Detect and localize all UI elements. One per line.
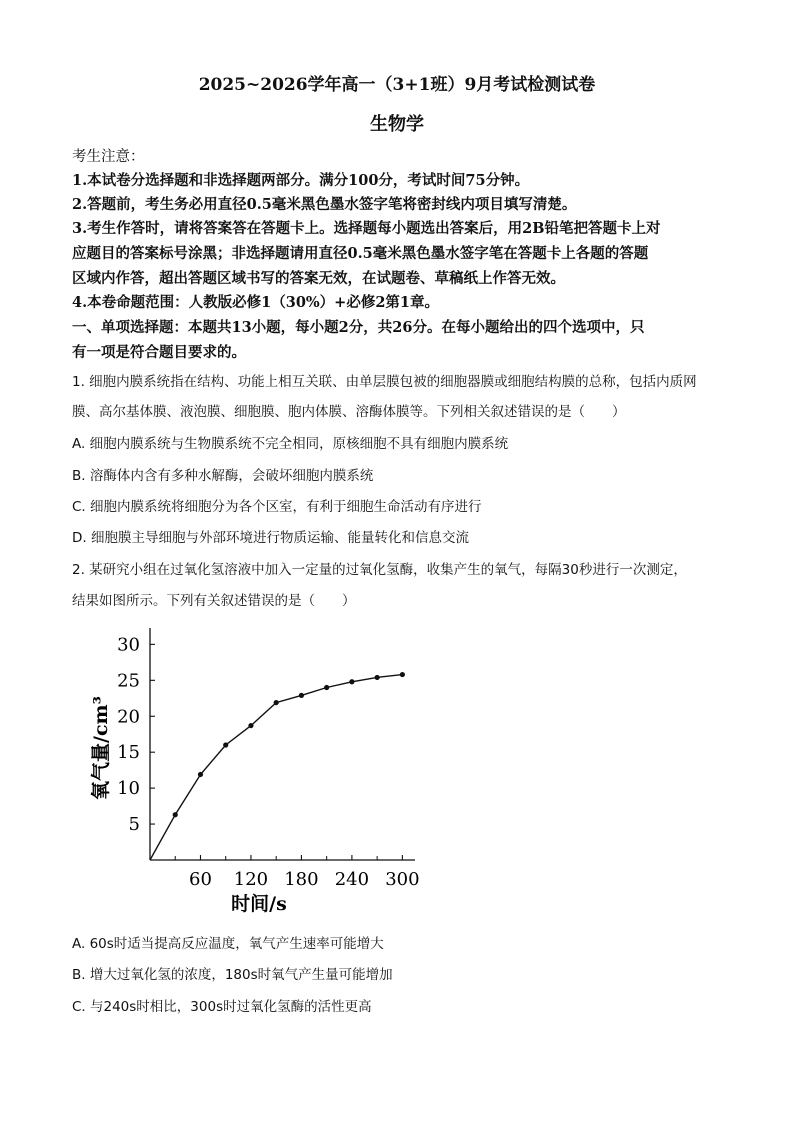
x-tick-label: 180 [284, 869, 319, 890]
q1-option-c: C. 细胞内膜系统将细胞分为各个区室，有利于细胞生命活动有序进行 [72, 499, 482, 515]
y-tick-label: 20 [117, 706, 140, 728]
q2-option-c: C. 与240s时相比，300s时过氧化氢酶的活性更高 [72, 999, 372, 1015]
data-point [349, 679, 354, 684]
q1-stem-cont: 膜、高尔基体膜、液泡膜、细胞膜、胞内体膜、溶酶体膜等。下列相关叙述错误的是（ ） [72, 404, 626, 420]
y-tick-label: 5 [128, 814, 140, 836]
notice-item-3-cont: 应题目的答案标号涂黑；非选择题请用直径0.5毫米黑色墨水签字笔在答题卡上各题的答题 [72, 245, 649, 262]
y-tick-label: 25 [117, 670, 140, 692]
data-point [375, 675, 380, 680]
q2-stem: 2. 某研究小组在过氧化氢溶液中加入一定量的过氧化氢酶，收集产生的氧气，每隔30秒进行一次测定， [72, 562, 687, 578]
section-heading-cont: 有一项是符合题目要求的。 [72, 344, 246, 361]
q2-option-b: B. 增大过氧化氢的浓度，180s时氧气产生量可能增加 [72, 967, 393, 983]
q2-option-a: A. 60s时适当提高反应温度，氧气产生速率可能增大 [72, 936, 384, 952]
x-tick-label: 120 [233, 869, 269, 890]
data-point [223, 742, 228, 747]
oxygen-chart [80, 620, 440, 920]
data-point [248, 723, 253, 728]
y-tick-label: 10 [117, 778, 140, 800]
notice-item-2: 2.答题前，考生务必用直径0.5毫米黑色墨水签字笔将密封线内项目填写清楚。 [72, 196, 577, 213]
y-axis-label: 氧气量/cm³ [90, 696, 112, 800]
data-point [324, 685, 329, 690]
x-tick-label: 240 [334, 869, 370, 890]
x-tick-label: 60 [189, 869, 212, 890]
q1-stem: 1. 细胞内膜系统指在结构、功能上相互关联、由单层膜包被的细胞器膜或细胞结构膜的总称，包括内质网 [72, 374, 697, 390]
notice-item-1: 1.本试卷分选择题和非选择题两部分。满分100分，考试时间75分钟。 [72, 172, 530, 189]
notice-item-3: 3.考生作答时，请将答案答在答题卡上。选择题每小题选出答案后，用2B铅笔把答题卡上对 [72, 220, 661, 237]
y-tick-label: 30 [117, 634, 140, 656]
q1-option-d: D. 细胞膜主导细胞与外部环境进行物质运输、能量转化和信息交流 [72, 530, 469, 546]
notice-heading: 考生注意： [72, 149, 145, 165]
q2-stem-cont: 结果如图所示。下列有关叙述错误的是（ ） [72, 593, 356, 609]
q1-option-b: B. 溶酶体内含有多种水解酶，会破坏细胞内膜系统 [72, 468, 374, 484]
y-tick-label: 15 [117, 742, 140, 764]
notice-item-3-cont2: 区域内作答，超出答题区域书写的答案无效，在试题卷、草稿纸上作答无效。 [72, 270, 565, 287]
x-axis-label: 时间/s [231, 893, 287, 915]
q1-option-a: A. 细胞内膜系统与生物膜系统不完全相同，原核细胞不具有细胞内膜系统 [72, 436, 509, 452]
data-point [400, 672, 405, 677]
exam-title: 2025~2026学年高一（3+1班）9月考试检测试卷 [198, 75, 596, 95]
subject-title: 生物学 [370, 114, 424, 135]
x-tick-label: 300 [385, 869, 420, 890]
section-heading: 一、单项选择题：本题共13小题，每小题2分，共26分。在每小题给出的四个选项中，只 [72, 319, 645, 336]
data-point [299, 693, 304, 698]
data-point [198, 772, 203, 777]
data-point [173, 812, 178, 817]
data-point [274, 700, 279, 705]
notice-item-4: 4.本卷命题范围：人教版必修1（30%）+必修2第1章。 [72, 294, 440, 311]
